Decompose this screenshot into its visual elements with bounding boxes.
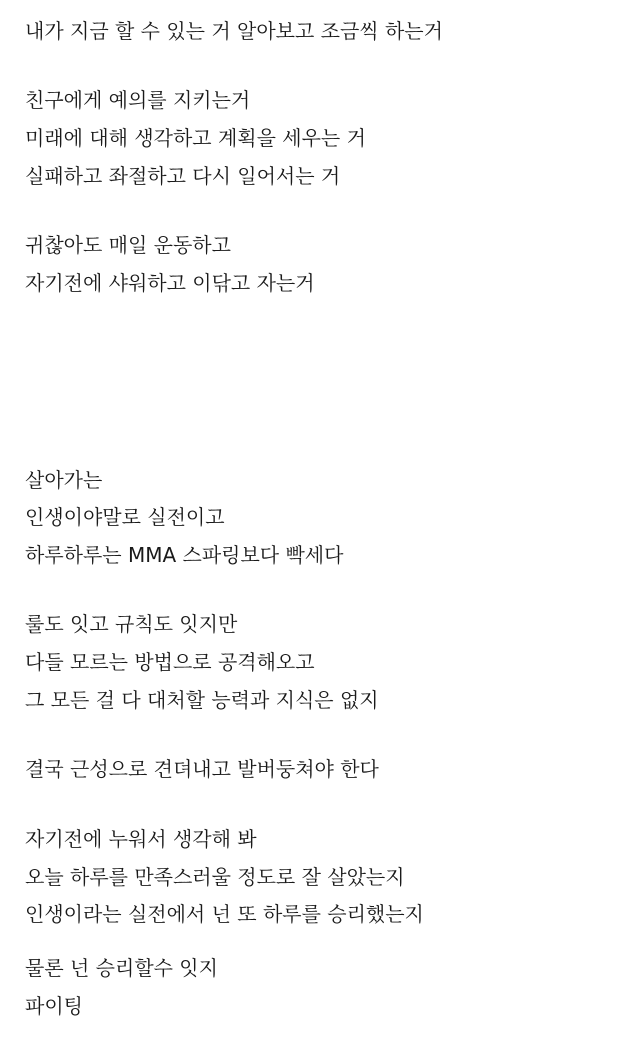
- text-line: 하루하루는 MMA 스파링보다 빡세다: [25, 543, 344, 567]
- text-line: 미래에 대해 생각하고 계획을 세우는 거: [25, 126, 366, 150]
- text-line: 그 모든 걸 다 대처할 능력과 지식은 없지: [25, 688, 379, 712]
- text-line: 물론 넌 승리할수 잇지: [25, 956, 218, 980]
- text-line: 자기전에 샤워하고 이닦고 자는거: [25, 271, 315, 295]
- text-line: 귀찮아도 매일 운동하고: [25, 233, 231, 257]
- text-line: 룰도 잇고 규칙도 잇지만: [25, 612, 238, 636]
- text-line: 자기전에 누워서 생각해 봐: [25, 827, 257, 851]
- text-line: 내가 지금 할 수 있는 거 알아보고 조금씩 하는거: [25, 19, 443, 43]
- text-line: 인생이라는 실전에서 넌 또 하루를 승리했는지: [25, 902, 424, 926]
- text-line: 실패하고 좌절하고 다시 일어서는 거: [25, 164, 341, 188]
- text-line: 친구에게 예의를 지키는거: [25, 88, 251, 112]
- text-line: 살아가는: [25, 468, 103, 492]
- text-line: 오늘 하루를 만족스러울 정도로 잘 살았는지: [25, 865, 405, 889]
- text-line: 인생이야말로 실전이고: [25, 505, 225, 529]
- text-line: 다들 모르는 방법으로 공격해오고: [25, 650, 315, 674]
- text-line: 결국 근성으로 견뎌내고 발버둥쳐야 한다: [25, 757, 379, 781]
- text-line: 파이팅: [25, 994, 83, 1018]
